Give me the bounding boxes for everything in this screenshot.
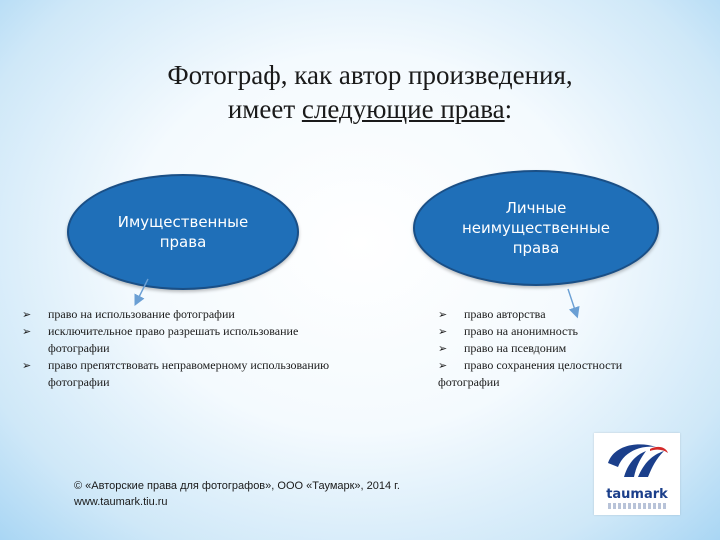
- arrow-bullet-icon: ➢: [438, 325, 448, 338]
- list-item: ➢ право на псевдоним: [438, 341, 567, 355]
- property-rights-ellipse: [67, 174, 299, 290]
- title-line-1: Фотограф, как автор произведения,: [167, 60, 573, 90]
- list-item: ➢ право авторства: [438, 307, 546, 321]
- slide-title: [60, 58, 680, 126]
- property-rights-label: Имущественные права: [117, 213, 249, 251]
- list-item: ➢ право сохранения целостности фотографии: [438, 358, 623, 389]
- citation-line-1: © «Авторские права для фотографов», ООО «Таумарк», 2014 г.: [74, 480, 400, 492]
- arrow-bullet-icon: ➢: [22, 325, 32, 338]
- arrow-bullet-icon: ➢: [22, 359, 32, 372]
- list-item: ➢ право на использование фотографии: [22, 307, 235, 321]
- logo-tagline-decoration: [608, 503, 668, 509]
- personal-rights-ellipse: [413, 170, 659, 286]
- taumark-logo: [594, 433, 680, 515]
- arrow-bullet-icon: ➢: [438, 359, 448, 372]
- taumark-emblem-icon: [594, 433, 680, 489]
- title-line-2-tail: :: [504, 94, 513, 124]
- property-rights-list: [22, 306, 352, 391]
- citation-url: www.taumark.tiu.ru: [74, 496, 168, 508]
- citation: [74, 478, 454, 510]
- title-line-2-underlined: следующие права: [301, 94, 505, 124]
- list-item: ➢ право на анонимность: [438, 324, 579, 338]
- logo-wordmark: taumark: [606, 487, 668, 502]
- list-item: ➢ исключительное право разрешать использование фотографии: [22, 324, 299, 355]
- arrow-bullet-icon: ➢: [22, 308, 32, 321]
- list-item: ➢ право препятствовать неправомерному использованию фотографии: [22, 358, 330, 389]
- arrow-bullet-icon: ➢: [438, 342, 448, 355]
- title-line-2: [60, 92, 680, 126]
- title-line-2-plain: имеет: [227, 94, 302, 124]
- personal-rights-list: [438, 306, 668, 391]
- personal-rights-label: Личные неимущественные права: [461, 199, 611, 257]
- arrow-bullet-icon: ➢: [438, 308, 448, 321]
